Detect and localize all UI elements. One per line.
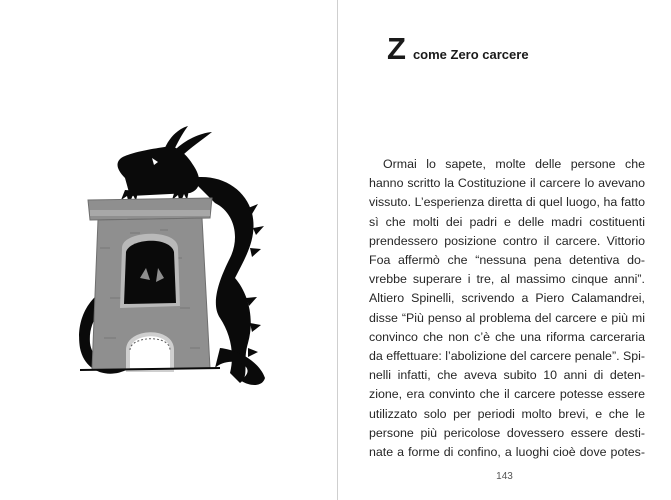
text-line: Foa affermò che “nessuna pena detentiva do- bbox=[369, 253, 645, 268]
text-line: hanno scritto la Costituzione il carcere lo avevano bbox=[369, 176, 645, 191]
body-text bbox=[369, 155, 645, 462]
text-line: zione, era convinto che il carcere potesse essere bbox=[369, 387, 645, 402]
text-line: da effettuare: l’abolizione del carcere penale”. Spi- bbox=[369, 349, 645, 364]
text-line: prendessero posizione contro il carcere. Vittorio bbox=[369, 233, 645, 248]
text-line: utilizzato solo per periodi molto brevi, e che le bbox=[369, 406, 645, 421]
text-line: vissuto. L’esperienza diretta di quel luogo, ha fatto bbox=[369, 195, 645, 210]
text-line: nate a forme di confino, a luoghi cioè dove potes- bbox=[369, 445, 645, 460]
text-line: Altiero Spinelli, scrivendo a Piero Calamandrei, bbox=[369, 291, 645, 306]
right-page bbox=[338, 0, 671, 500]
page-number: 143 bbox=[496, 471, 513, 482]
text-line: convinco che non c’è che una riforma carceraria bbox=[369, 329, 645, 344]
text-line: nelli infatti, che aveva subito 10 anni di deten- bbox=[369, 368, 645, 383]
text-line: Ormai lo sapete, molte delle persone che bbox=[383, 157, 645, 171]
dragon-tower-icon bbox=[70, 118, 270, 408]
text-line: disse “Più penso al problema del carcere e più mi bbox=[369, 310, 645, 325]
chapter-letter: Z bbox=[387, 31, 406, 66]
text-line: vrebbe superare i tre, al massimo cinque anni”. bbox=[369, 272, 645, 287]
text-line: sì che molti dei padri e delle madri costituenti bbox=[369, 214, 645, 229]
text-line: persone più pericolose dovessero essere desti- bbox=[369, 425, 645, 440]
chapter-heading bbox=[387, 33, 529, 64]
chapter-title: come Zero carcere bbox=[412, 47, 529, 62]
